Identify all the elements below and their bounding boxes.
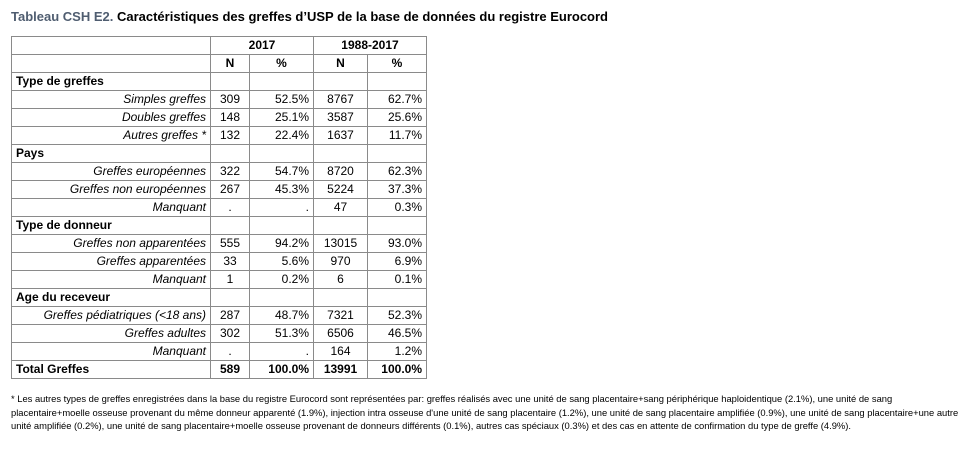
cell-pct-2017: 25.1%: [250, 109, 314, 127]
cell-n-1988-2017: 8720: [314, 163, 368, 181]
cell-pct-1988-2017: 6.9%: [368, 253, 427, 271]
empty-cell: [250, 289, 314, 307]
table-title: [11, 8, 608, 26]
header-period-1988-2017: 1988-2017: [314, 37, 427, 55]
row-label: Manquant: [12, 271, 211, 289]
cell-n-2017: .: [211, 199, 250, 217]
empty-cell: [368, 217, 427, 235]
cell-pct-2017: 48.7%: [250, 307, 314, 325]
cell-n-1988-2017: 3587: [314, 109, 368, 127]
header-pct: %: [250, 55, 314, 73]
table-number: Tableau CSH E2.: [11, 9, 114, 24]
cell-n-2017: .: [211, 343, 250, 361]
empty-cell: [211, 73, 250, 91]
cell-n-1988-2017: 5224: [314, 181, 368, 199]
cell-n-2017: 287: [211, 307, 250, 325]
cell-n-1988-2017: 13991: [314, 361, 368, 379]
cell-pct-2017: .: [250, 343, 314, 361]
cell-n-2017: 309: [211, 91, 250, 109]
table-row: [12, 127, 427, 145]
table-row: [12, 271, 427, 289]
cell-pct-1988-2017: 25.6%: [368, 109, 427, 127]
cell-n-1988-2017: 13015: [314, 235, 368, 253]
cell-n-2017: 148: [211, 109, 250, 127]
cell-n-1988-2017: 1637: [314, 127, 368, 145]
empty-cell: [368, 145, 427, 163]
cell-n-1988-2017: 7321: [314, 307, 368, 325]
cell-n-2017: 555: [211, 235, 250, 253]
cell-pct-1988-2017: 11.7%: [368, 127, 427, 145]
empty-cell: [211, 289, 250, 307]
cell-pct-2017: 0.2%: [250, 271, 314, 289]
section-row: [12, 73, 427, 91]
row-label: Simples greffes: [12, 91, 211, 109]
row-label: Greffes européennes: [12, 163, 211, 181]
cell-n-2017: 589: [211, 361, 250, 379]
section-row: [12, 145, 427, 163]
header-pct: %: [368, 55, 427, 73]
cell-pct-1988-2017: 37.3%: [368, 181, 427, 199]
row-label: Manquant: [12, 199, 211, 217]
empty-cell: [314, 145, 368, 163]
row-label: Manquant: [12, 343, 211, 361]
section-label: Type de greffes: [12, 73, 211, 91]
header-empty-cell: [12, 55, 211, 73]
cell-n-1988-2017: 970: [314, 253, 368, 271]
table-caption: Caractéristiques des greffes d’USP de la base de données du registre Eurocord: [116, 9, 608, 24]
header-n: N: [211, 55, 250, 73]
cell-pct-1988-2017: 100.0%: [368, 361, 427, 379]
cell-pct-2017: 45.3%: [250, 181, 314, 199]
empty-cell: [314, 217, 368, 235]
empty-cell: [250, 73, 314, 91]
cell-pct-1988-2017: 0.1%: [368, 271, 427, 289]
header-n: N: [314, 55, 368, 73]
table-row: [12, 109, 427, 127]
row-label: Greffes non européennes: [12, 181, 211, 199]
empty-cell: [314, 289, 368, 307]
cell-pct-1988-2017: 0.3%: [368, 199, 427, 217]
cell-pct-1988-2017: 93.0%: [368, 235, 427, 253]
row-label: Total Greffes: [12, 361, 211, 379]
empty-cell: [250, 145, 314, 163]
cell-pct-2017: 94.2%: [250, 235, 314, 253]
table-row: [12, 181, 427, 199]
cell-pct-1988-2017: 62.3%: [368, 163, 427, 181]
empty-cell: [250, 217, 314, 235]
header-row-columns: [12, 55, 427, 73]
table-row: [12, 325, 427, 343]
cell-n-1988-2017: 6506: [314, 325, 368, 343]
cell-pct-1988-2017: 52.3%: [368, 307, 427, 325]
empty-cell: [368, 289, 427, 307]
header-row-periods: [12, 37, 427, 55]
cell-pct-2017: 54.7%: [250, 163, 314, 181]
empty-cell: [211, 145, 250, 163]
header-period-2017: 2017: [211, 37, 314, 55]
cell-pct-2017: 100.0%: [250, 361, 314, 379]
footnote: * Les autres types de greffes enregistrées dans la base du registre Eurocord sont représentées par: greffes réalisés avec une unité de sang placentaire+sang périphérique haploidentique (2.1%), une unité de sang placentaire+moelle osseuse provenant du même donneur apparenté (1.9%), injection intra osseuse d'une unité de sang placentaire (1.2%), une unité de sang placentaire amplifiée (0.9%), une unité de sang placentaire+une autre unité amplifiée (0.2%), une unité de sang placentaire+moelle osseuse provenant de donneurs différents (0.1%), autres cas spéciaux (0.3%) et des cas en attente de confirmation du type de greffe (4.9%).: [11, 393, 959, 431]
table-row: [12, 307, 427, 325]
table-row: [12, 199, 427, 217]
section-row: [12, 289, 427, 307]
table-row: [12, 253, 427, 271]
cell-pct-1988-2017: 62.7%: [368, 91, 427, 109]
section-row: [12, 217, 427, 235]
row-label: Greffes non apparentées: [12, 235, 211, 253]
section-label: Type de donneur: [12, 217, 211, 235]
header-empty-cell: [12, 37, 211, 55]
table-row: [12, 91, 427, 109]
statistics-table: [11, 36, 427, 379]
row-label: Doubles greffes: [12, 109, 211, 127]
table-row: [12, 235, 427, 253]
table-row: [12, 163, 427, 181]
cell-pct-1988-2017: 46.5%: [368, 325, 427, 343]
row-label: Greffes apparentées: [12, 253, 211, 271]
empty-cell: [314, 73, 368, 91]
cell-pct-2017: 5.6%: [250, 253, 314, 271]
section-label: Age du receveur: [12, 289, 211, 307]
cell-n-2017: 322: [211, 163, 250, 181]
row-label: Greffes pédiatriques (<18 ans): [12, 307, 211, 325]
cell-pct-2017: .: [250, 199, 314, 217]
empty-cell: [368, 73, 427, 91]
cell-n-1988-2017: 6: [314, 271, 368, 289]
cell-pct-1988-2017: 1.2%: [368, 343, 427, 361]
cell-n-2017: 302: [211, 325, 250, 343]
row-label: Greffes adultes: [12, 325, 211, 343]
cell-pct-2017: 52.5%: [250, 91, 314, 109]
row-label: Autres greffes *: [12, 127, 211, 145]
empty-cell: [211, 217, 250, 235]
section-label: Pays: [12, 145, 211, 163]
cell-n-2017: 267: [211, 181, 250, 199]
cell-n-1988-2017: 8767: [314, 91, 368, 109]
cell-n-1988-2017: 164: [314, 343, 368, 361]
total-row: [12, 361, 427, 379]
cell-pct-2017: 22.4%: [250, 127, 314, 145]
cell-n-2017: 132: [211, 127, 250, 145]
cell-n-2017: 1: [211, 271, 250, 289]
cell-pct-2017: 51.3%: [250, 325, 314, 343]
cell-n-2017: 33: [211, 253, 250, 271]
cell-n-1988-2017: 47: [314, 199, 368, 217]
table-row: [12, 343, 427, 361]
